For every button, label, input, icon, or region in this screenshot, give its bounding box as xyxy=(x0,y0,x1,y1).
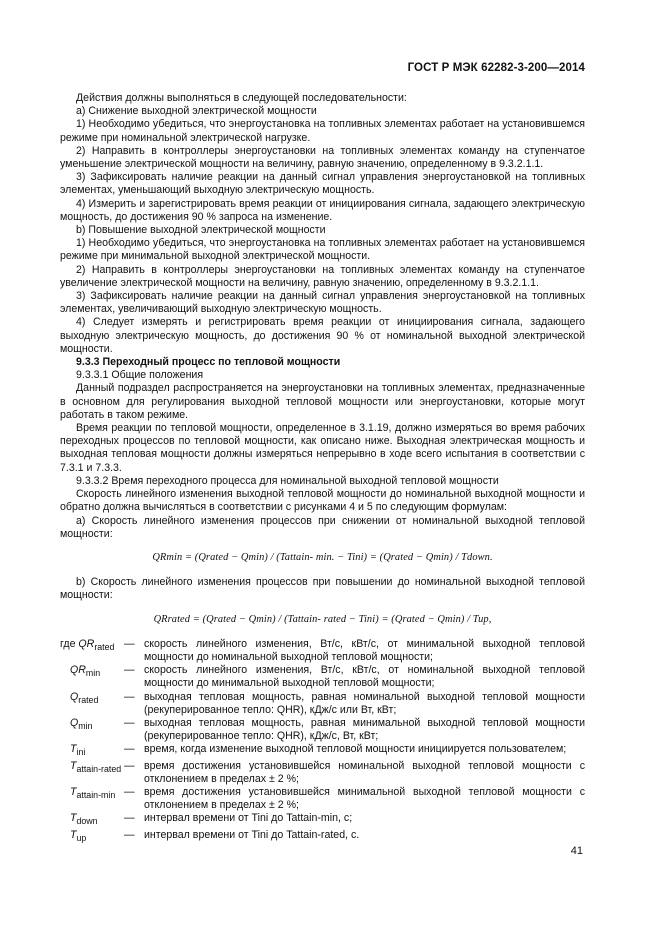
paragraph: а) Скорость линейного изменения процессов при снижении от номинальной выходной тепловой мощности: xyxy=(60,514,585,540)
paragraph: Время реакции по тепловой мощности, определенное в 3.1.19, должно измеряться во время рабочих переходных процессов по тепловой мощности, как описано ниже. Выходная электрическая мощность и выходная тепловая мощности должны измеряться непрерывно в ходе всего испытания в соответствии с 7.3.1 и 7.3.3. xyxy=(60,422,585,474)
definition-symbol: T xyxy=(70,828,77,841)
definition-row xyxy=(60,743,585,759)
definition-symbol: T xyxy=(70,812,77,825)
definition-row xyxy=(60,638,585,664)
definition-dash: — xyxy=(124,637,135,650)
definitions-list xyxy=(60,638,585,845)
definition-dash: — xyxy=(124,786,135,799)
paragraph: 3) Зафиксировать наличие реакции на данный сигнал управления энергоустановкой на топливных элементах, увеличивающий выходную электрическую мощность. xyxy=(60,290,585,316)
definition-text: время достижения установившейся номинальной выходной тепловой мощности с отклонением в пределах ± 2 %; xyxy=(144,759,585,785)
definition-symbol: T xyxy=(70,743,77,756)
definition-text: время достижения установившейся минимальной выходной тепловой мощности с отклонением в пределах ± 2 %; xyxy=(144,786,585,812)
document-header: ГОСТ Р МЭК 62282-3-200—2014 xyxy=(407,62,585,74)
definition-symbol: Q xyxy=(70,690,79,703)
definition-symbol: QR xyxy=(70,664,86,677)
definition-subscript: down xyxy=(76,816,98,827)
paragraph: Скорость линейного изменения выходной тепловой мощности до номинальной выходной мощности и обратно должна вычисляться в соответствии с рисунками 4 и 5 по следующим формулам: xyxy=(60,488,585,514)
definition-subscript: up xyxy=(76,832,87,843)
definition-dash: — xyxy=(124,743,135,756)
paragraph: 3) Зафиксировать наличие реакции на данный сигнал управления энергоустановкой на топливных элементах, уменьшающий выходную электрическую мощность. xyxy=(60,171,585,197)
definition-text: интервал времени от Tini до Tattain-min, с; xyxy=(144,812,353,825)
definition-symbol: QR xyxy=(78,637,95,650)
list-heading: b) Повышение выходной электрической мощности xyxy=(76,224,326,237)
definition-text: интервал времени от Tini до Tattain-rated, с. xyxy=(144,828,360,841)
definition-dash: — xyxy=(124,759,135,772)
definition-subscript: rated xyxy=(94,641,115,652)
definition-dash: — xyxy=(124,716,135,729)
definition-dash: — xyxy=(124,812,135,825)
paragraph: Данный подраздел распространяется на энергоустановки на топливных элементах, предназначенные в основном для регулирования выходной тепловой мощности или энергоустановки, которые могут работать в таком режиме. xyxy=(60,382,585,421)
definition-symbol: T xyxy=(70,759,77,772)
definition-text: выходная тепловая мощность, равная минимальной выходной тепловой мощности (рекуперированное тепло: QHR), кДж/с, Вт, кВт; xyxy=(144,716,585,743)
definition-text: время, когда изменение выходной тепловой мощности инициируется пользователем; xyxy=(144,743,567,756)
formula-qr-min: QRmin = (Qrated − Qmin) / (Tattain- min. − Tini) = (Qrated − Qmin) / Tdown. xyxy=(152,551,493,563)
definition-subscript: attain-min xyxy=(76,790,116,801)
definition-symbol: T xyxy=(70,786,77,799)
definition-dash: — xyxy=(124,690,135,703)
paragraph: 4) Измерить и зарегистрировать время реакции от инициирования сигнала, задающего электрическую мощность, до достижения 90 % запроса на изменение. xyxy=(60,197,585,223)
page-number: 41 xyxy=(570,845,583,857)
formula-qr-rated: QRrated = (Qrated − Qmin) / (Tattain- rated − Tini) = (Qrated − Qmin) / Tup, xyxy=(153,613,492,625)
definition-row xyxy=(60,786,585,812)
paragraph: b) Скорость линейного изменения процессов при повышении до номинальной выходной тепловой мощности: xyxy=(60,576,585,602)
subsection-heading: 9.3.3.1 Общие положения xyxy=(76,369,204,382)
paragraph: 2) Направить в контроллеры энергоустановки на топливных элементах команду на ступенчатое уменьшение электрической мощности на величину, равную значению, определенному в 9.3.2.1.1. xyxy=(60,144,585,171)
definition-text: скорость линейного изменения, Вт/с, кВт/с, от минимальной выходной тепловой мощности до номинальной выходной тепловой мощности; xyxy=(144,637,585,663)
definition-row xyxy=(60,691,585,717)
definition-subscript: rated xyxy=(78,694,99,705)
paragraph: 1) Необходимо убедиться, что энергоустановка на топливных элементах работает на установившемся режиме при номинальной электрической нагрузке. xyxy=(60,118,585,144)
paragraph: 1) Необходимо убедиться, что энергоустановка на топливных элементах работает на установившемся режиме при минимальной выходной электрической мощности. xyxy=(60,237,585,263)
definition-subscript: min xyxy=(85,668,101,679)
where-word: где xyxy=(60,637,76,650)
definition-dash: — xyxy=(124,664,135,677)
paragraph: 2) Направить в контроллеры энергоустановки на топливных элементах команду на ступенчатое увеличение электрической мощности на величину, равную значению, определенному в 9.3.2.1.1. xyxy=(60,263,585,289)
definition-dash: — xyxy=(124,828,135,841)
definition-subscript: attain-rated xyxy=(76,763,122,774)
definition-row xyxy=(60,812,585,828)
list-heading: а) Снижение выходной электрической мощности xyxy=(76,105,317,118)
definition-subscript: min xyxy=(78,721,93,732)
definition-text: скорость линейного изменения, Вт/с, кВт/с, от номинальной выходной тепловой мощности до минимальной выходной тепловой мощности; xyxy=(144,664,585,690)
definition-subscript: ini xyxy=(76,747,86,758)
section-heading: 9.3.3 Переходный процесс по тепловой мощности xyxy=(76,356,341,369)
definition-symbol: Q xyxy=(70,716,79,729)
paragraph: 4) Следует измерять и регистрировать время реакции от инициирования сигнала, задающего выходную электрическую мощность, до достижения 90 % от номинальной выходной электрической мощности. xyxy=(60,316,585,355)
subsection-heading: 9.3.3.2 Время переходного процесса для номинальной выходной тепловой мощности xyxy=(76,474,499,487)
document-body xyxy=(60,92,585,845)
definition-row xyxy=(60,760,585,786)
definition-row xyxy=(60,829,585,845)
definition-row xyxy=(60,717,585,743)
definition-text: выходная тепловая мощность, равная номинальной выходной тепловой мощности (рекуперированное тепло: QHR), кДж/с или Вт, кВт; xyxy=(144,690,585,716)
paragraph: Действия должны выполняться в следующей последовательности: xyxy=(76,92,407,104)
definition-row xyxy=(60,664,585,690)
